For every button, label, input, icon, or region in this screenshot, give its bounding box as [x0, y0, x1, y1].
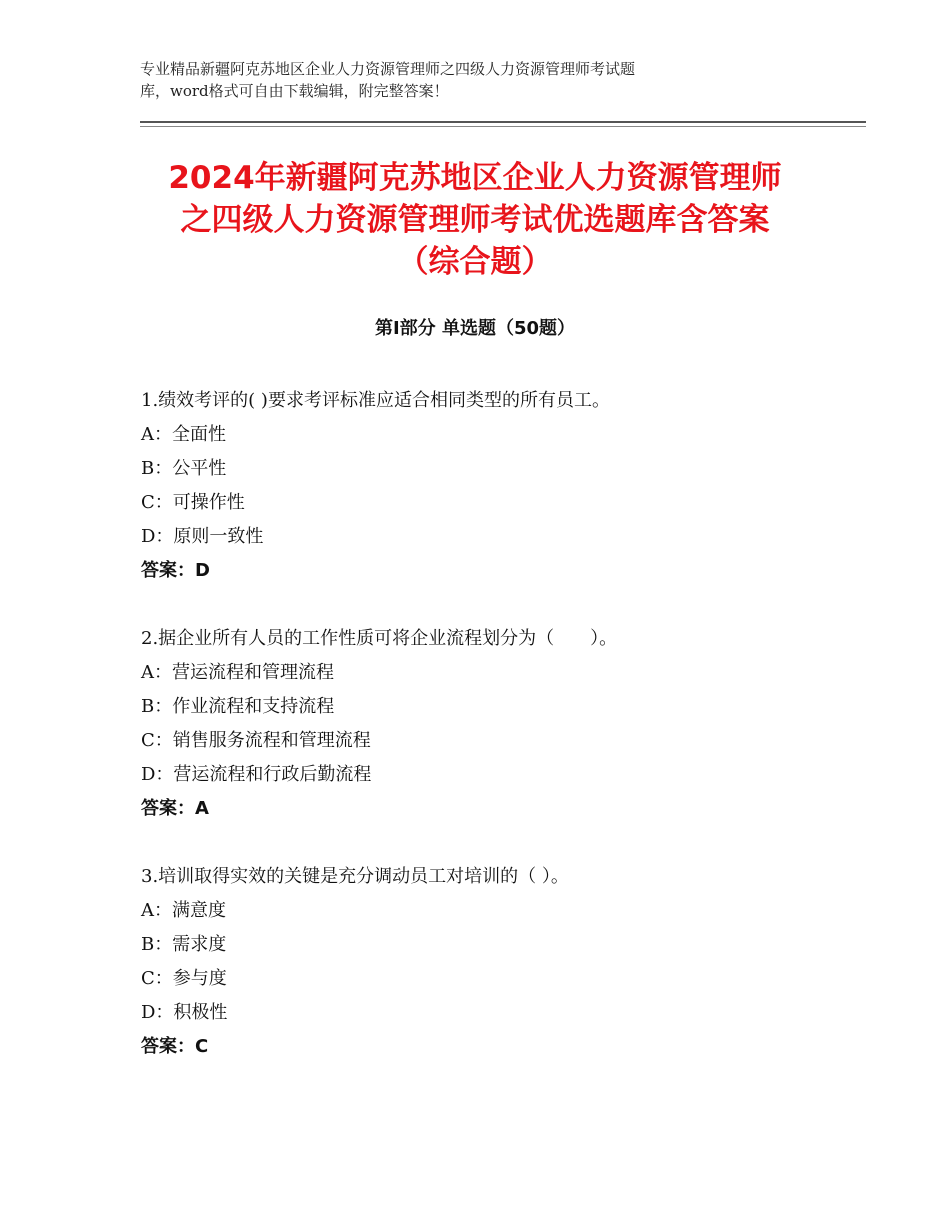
header-note-line-1: 专业精品新疆阿克苏地区企业人力资源管理师之四级人力资源管理师考试题: [140, 60, 636, 78]
header-note-line-2: 库，word格式可自由下载编辑，附完整答案！: [140, 82, 449, 100]
question-3: [141, 860, 841, 1064]
document-title-line-2: 之四级人力资源管理师考试优选题库含答案: [180, 202, 770, 238]
answer-line: 答案：C: [141, 1036, 209, 1057]
option-d: D：营运流程和行政后勤流程: [141, 764, 372, 785]
question-stem: 3.培训取得实效的关键是充分调动员工对培训的（ ）。: [141, 866, 569, 887]
answer-line: 答案：A: [141, 798, 209, 819]
option-b: B：作业流程和支持流程: [141, 696, 335, 717]
option-b: B：需求度: [141, 934, 227, 955]
option-c: C：销售服务流程和管理流程: [141, 730, 371, 751]
section-title: 第Ⅰ部分 单选题（50题）: [374, 318, 575, 339]
option-d: D：原则一致性: [141, 526, 264, 547]
question-stem: 2.据企业所有人员的工作性质可将企业流程划分为（ ）。: [141, 628, 618, 649]
option-b: B：公平性: [141, 458, 227, 479]
option-d: D：积极性: [141, 1002, 228, 1023]
header-note: [140, 58, 820, 102]
question-list: [141, 384, 841, 1098]
document-title: [120, 157, 830, 283]
header-rule-thin: [140, 126, 866, 127]
option-a: A：全面性: [141, 424, 226, 445]
option-a: A：满意度: [141, 900, 226, 921]
option-c: C：可操作性: [141, 492, 245, 513]
question-2: [141, 622, 841, 826]
question-stem: 1.绩效考评的( )要求考评标准应适合相同类型的所有员工。: [141, 390, 610, 411]
answer-line: 答案：D: [141, 560, 210, 581]
header-rule-thick: [140, 121, 866, 123]
document-title-line-3: （综合题）: [397, 244, 553, 280]
option-a: A：营运流程和管理流程: [141, 662, 334, 683]
document-title-line-1: 2024年新疆阿克苏地区企业人力资源管理师: [168, 160, 782, 196]
question-1: [141, 384, 841, 588]
option-c: C：参与度: [141, 968, 227, 989]
